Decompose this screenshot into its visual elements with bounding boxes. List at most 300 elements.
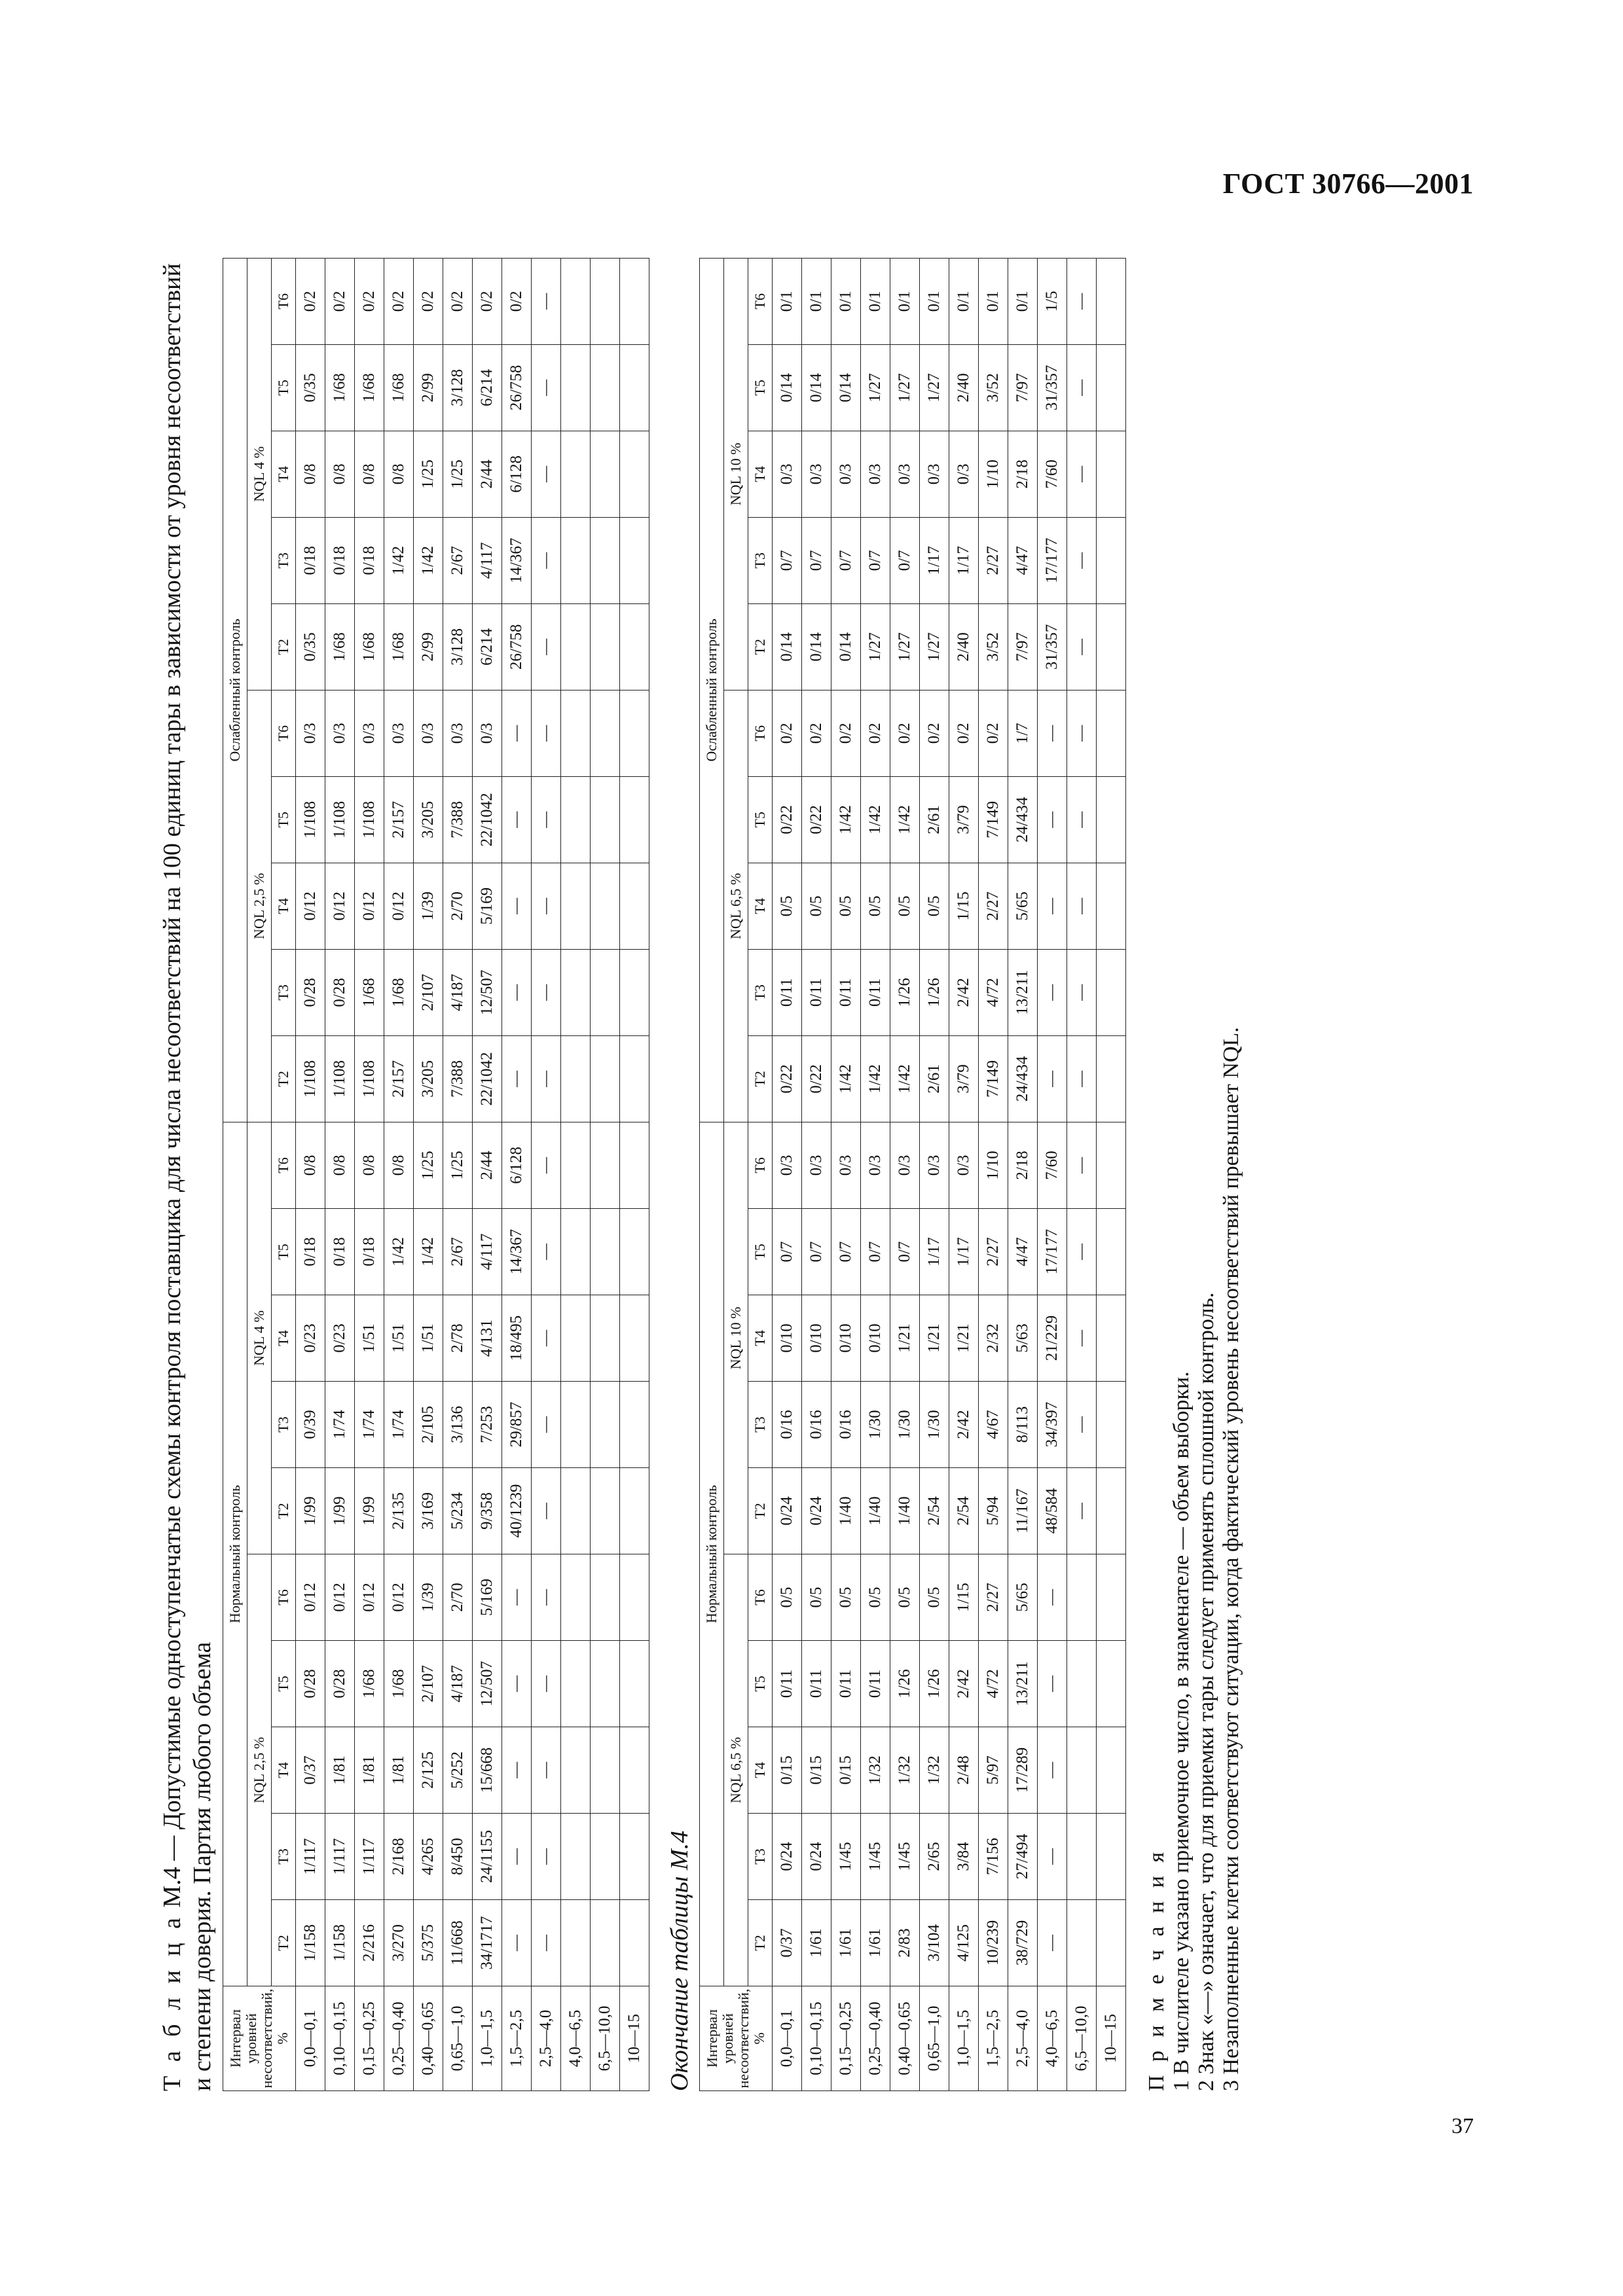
table-cell: 1/61 xyxy=(802,1900,831,1986)
table-cell: 1/25 xyxy=(414,431,443,517)
table-cell: 4/72 xyxy=(979,1641,1008,1727)
table-row xyxy=(802,258,831,2090)
table-cell: 1/10 xyxy=(979,431,1008,517)
table-cell: 0/1 xyxy=(890,258,920,344)
table-cell xyxy=(620,1727,649,1814)
table-cell xyxy=(1097,776,1126,863)
table-cell: — xyxy=(502,1035,532,1122)
table-cell: 2/61 xyxy=(920,776,949,863)
table-cell: 1/117 xyxy=(355,1814,384,1900)
table-cell xyxy=(591,949,620,1035)
nql-header: NQL 6,5 % xyxy=(724,690,748,1122)
table-cell xyxy=(591,431,620,517)
interval-cell: 0,15—0,25 xyxy=(831,1986,861,2091)
table-cell: 1/42 xyxy=(861,1035,890,1122)
table-cell xyxy=(1097,344,1126,431)
table-cell: 2/99 xyxy=(414,603,443,690)
table-cell: 0/3 xyxy=(325,690,355,776)
scheme-col-header: Т5 xyxy=(748,1641,773,1727)
table-cell: 0/11 xyxy=(861,1641,890,1727)
table-cell: 1/68 xyxy=(355,949,384,1035)
table-row xyxy=(949,258,979,2090)
table-cell xyxy=(1097,603,1126,690)
table-cell: — xyxy=(1067,258,1097,344)
table-cell: 0/5 xyxy=(890,1554,920,1641)
table-cell: 0/1 xyxy=(802,258,831,344)
table-cell: 18/495 xyxy=(502,1295,532,1382)
table-cell: 1/108 xyxy=(355,776,384,863)
table-cell: — xyxy=(502,863,532,949)
table-cell: 2/40 xyxy=(949,603,979,690)
table-row xyxy=(384,258,414,2090)
scheme-col-header: Т6 xyxy=(272,258,296,344)
table-cell: 0/10 xyxy=(861,1295,890,1382)
table-cell: 2/99 xyxy=(414,344,443,431)
table-cell: — xyxy=(502,949,532,1035)
table-cell: — xyxy=(1038,690,1067,776)
table-cell: 1/45 xyxy=(831,1814,861,1900)
scheme-col-header: Т5 xyxy=(272,1209,296,1295)
table-cell: 4/117 xyxy=(473,517,502,603)
table-cell: 1/74 xyxy=(355,1382,384,1468)
continuation-caption: Окончание таблицы М.4 xyxy=(666,1831,693,2091)
table-cell: 0/5 xyxy=(831,863,861,949)
table-row xyxy=(1038,258,1067,2090)
scheme-col-header: Т3 xyxy=(272,1814,296,1900)
table-cell xyxy=(591,1641,620,1727)
note-item: 3 Незаполненные клетки соответствуют ситуации, когда фактический уровень несоответствий превышает NQL. xyxy=(1219,1027,1243,2091)
table-cell: 3/52 xyxy=(979,603,1008,690)
table-cell: 0/12 xyxy=(296,863,325,949)
table-cell: 2/18 xyxy=(1008,1122,1038,1208)
table-cell: 1/27 xyxy=(861,344,890,431)
table-cell: 0/7 xyxy=(831,1209,861,1295)
scheme-header-row xyxy=(748,258,773,2090)
table-cell: 8/450 xyxy=(443,1814,473,1900)
table-cell: 0/14 xyxy=(773,344,802,431)
scheme-col-header: Т3 xyxy=(272,1382,296,1468)
table-cell: 1/25 xyxy=(414,1122,443,1208)
table-row xyxy=(561,258,591,2090)
table-cell: 31/357 xyxy=(1038,344,1067,431)
table-cell xyxy=(561,776,591,863)
table-cell: — xyxy=(532,431,561,517)
table-cell xyxy=(620,1209,649,1295)
table-cell: 48/584 xyxy=(1038,1468,1067,1554)
table-cell: 0/24 xyxy=(802,1468,831,1554)
table-cell: 0/22 xyxy=(802,776,831,863)
table-cell: 2/67 xyxy=(443,1209,473,1295)
table-cell: — xyxy=(1067,1295,1097,1382)
table-cell: 1/68 xyxy=(384,344,414,431)
table-cell: 0/3 xyxy=(890,431,920,517)
table-cell: 0/24 xyxy=(773,1468,802,1554)
col-header-interval: Интервал уровней несоответствий, % xyxy=(700,1986,773,2091)
table-cell: 0/8 xyxy=(384,431,414,517)
table-cell: 14/367 xyxy=(502,517,532,603)
table-cell: 0/5 xyxy=(773,1554,802,1641)
table-cell: — xyxy=(532,603,561,690)
interval-cell: 0,0—0,1 xyxy=(296,1986,325,2091)
table-cell: 1/15 xyxy=(949,863,979,949)
table-cell: 1/108 xyxy=(296,1035,325,1122)
table-cell: 0/5 xyxy=(861,863,890,949)
table-cell xyxy=(561,1900,591,1986)
table-cell: 0/2 xyxy=(473,258,502,344)
table-m4 xyxy=(223,258,649,2091)
table-cell: 7/388 xyxy=(443,776,473,863)
scheme-col-header: Т6 xyxy=(748,690,773,776)
scheme-col-header: Т6 xyxy=(748,1122,773,1208)
interval-cell: 1,0—1,5 xyxy=(473,1986,502,2091)
table-cell: 0/3 xyxy=(831,431,861,517)
table-cell: 2/27 xyxy=(979,863,1008,949)
table-cell: 7/388 xyxy=(443,1035,473,1122)
table-cell: 5/234 xyxy=(443,1468,473,1554)
table-cell: 0/12 xyxy=(384,863,414,949)
interval-cell: 0,10—0,15 xyxy=(325,1986,355,2091)
table-cell: 3/169 xyxy=(414,1468,443,1554)
table-cell: 1/61 xyxy=(831,1900,861,1986)
col-header-reduced: Ослабленный контроль xyxy=(223,258,247,1122)
table-cell: 1/27 xyxy=(861,603,890,690)
interval-cell: 10—15 xyxy=(620,1986,649,2091)
table-cell: 7/60 xyxy=(1038,1122,1067,1208)
table-cell xyxy=(620,1554,649,1641)
table-cell: — xyxy=(1067,776,1097,863)
table-cell: 0/2 xyxy=(920,690,949,776)
table-cell: 9/358 xyxy=(473,1468,502,1554)
table-cell: 0/1 xyxy=(861,258,890,344)
nql-header: NQL 10 % xyxy=(724,1122,748,1554)
table-cell: 0/7 xyxy=(773,517,802,603)
table-cell xyxy=(1097,431,1126,517)
table-cell: — xyxy=(1067,1122,1097,1208)
table-cell: 1/25 xyxy=(443,431,473,517)
table-cell: 1/26 xyxy=(920,949,949,1035)
scheme-col-header: Т6 xyxy=(748,1554,773,1641)
notes xyxy=(1144,259,1244,2091)
table-cell xyxy=(591,1122,620,1208)
scheme-col-header: Т4 xyxy=(748,863,773,949)
table-cell: 0/8 xyxy=(325,431,355,517)
table-row xyxy=(773,258,802,2090)
table-cell: 0/18 xyxy=(296,517,325,603)
table-cell: 0/7 xyxy=(890,1209,920,1295)
table-cell: 2/27 xyxy=(979,1554,1008,1641)
table-cell: 26/758 xyxy=(502,603,532,690)
interval-cell: 0,65—1,0 xyxy=(443,1986,473,2091)
table-cell: 0/5 xyxy=(802,863,831,949)
table-cell xyxy=(561,863,591,949)
table-cell: 1/108 xyxy=(325,776,355,863)
table-cell: 0/8 xyxy=(384,1122,414,1208)
table-cell: 2/54 xyxy=(949,1468,979,1554)
table-cell: 1/108 xyxy=(325,1035,355,1122)
table-row xyxy=(831,258,861,2090)
table-cell: 1/32 xyxy=(920,1727,949,1814)
interval-cell: 0,65—1,0 xyxy=(920,1986,949,2091)
table-cell: 0/8 xyxy=(355,1122,384,1208)
table-cell: 1/27 xyxy=(890,603,920,690)
table-cell: — xyxy=(1038,863,1067,949)
table-cell: 2/42 xyxy=(949,1382,979,1468)
table-cell: 1/74 xyxy=(384,1382,414,1468)
table-cell: 0/7 xyxy=(773,1209,802,1295)
table-cell xyxy=(1097,1295,1126,1382)
table-cell: 0/2 xyxy=(384,258,414,344)
table-cell: 4/72 xyxy=(979,949,1008,1035)
table-cell: 1/17 xyxy=(949,1209,979,1295)
table-cell: 0/3 xyxy=(861,431,890,517)
table-cell: 2/157 xyxy=(384,1035,414,1122)
rotated-page-content xyxy=(157,259,1499,2091)
document-header: ГОСТ 30766—2001 xyxy=(1222,168,1474,200)
table-cell: 0/24 xyxy=(802,1814,831,1900)
table-cell xyxy=(561,1122,591,1208)
scheme-col-header: Т2 xyxy=(748,1900,773,1986)
scheme-col-header: Т2 xyxy=(748,603,773,690)
table-cell xyxy=(591,863,620,949)
table-cell: 0/15 xyxy=(831,1727,861,1814)
table-cell xyxy=(561,1641,591,1727)
scheme-col-header: Т3 xyxy=(748,517,773,603)
table-cell: 1/5 xyxy=(1038,258,1067,344)
table-cell: 3/136 xyxy=(443,1382,473,1468)
table-cell: 2/107 xyxy=(414,1641,443,1727)
table-cell: 1/42 xyxy=(831,1035,861,1122)
table-cell xyxy=(620,949,649,1035)
table-cell: 4/187 xyxy=(443,949,473,1035)
table-cell: 0/3 xyxy=(773,431,802,517)
table-cell xyxy=(1067,1900,1097,1986)
table-cell xyxy=(1067,1727,1097,1814)
table-cell xyxy=(620,1468,649,1554)
table-cell xyxy=(561,949,591,1035)
table-cell: 1/21 xyxy=(890,1295,920,1382)
table-cell: 0/2 xyxy=(325,258,355,344)
table-cell xyxy=(591,258,620,344)
table-cell: 0/5 xyxy=(773,863,802,949)
table-cell xyxy=(561,1209,591,1295)
table-cell xyxy=(591,1209,620,1295)
table-cell xyxy=(591,1035,620,1122)
table-row xyxy=(296,258,325,2090)
table-cell: 0/35 xyxy=(296,344,325,431)
table-cell: 1/68 xyxy=(325,344,355,431)
table-cell: 2/107 xyxy=(414,949,443,1035)
table-cell xyxy=(1097,690,1126,776)
table-cell: 5/65 xyxy=(1008,863,1038,949)
table-cell: 22/1042 xyxy=(473,1035,502,1122)
table-cell: 0/23 xyxy=(296,1295,325,1382)
table-cell: 0/7 xyxy=(861,1209,890,1295)
table-cell: 27/494 xyxy=(1008,1814,1038,1900)
table-cell: 1/30 xyxy=(861,1382,890,1468)
table-row xyxy=(325,258,355,2090)
table-row xyxy=(1008,258,1038,2090)
table-cell: 1/68 xyxy=(384,949,414,1035)
table-row xyxy=(890,258,920,2090)
table-row xyxy=(1097,258,1126,2090)
table-cell: 1/68 xyxy=(384,1641,414,1727)
table-body xyxy=(773,258,1126,2090)
table-cell: 1/42 xyxy=(414,1209,443,1295)
table-cell: 3/79 xyxy=(949,776,979,863)
table-cell: 2/105 xyxy=(414,1382,443,1468)
table-cell: 13/211 xyxy=(1008,949,1038,1035)
table-cell: 2/40 xyxy=(949,344,979,431)
table-cell: 17/177 xyxy=(1038,517,1067,603)
table-cell: 7/149 xyxy=(979,776,1008,863)
scheme-col-header: Т6 xyxy=(748,258,773,344)
table-cell: — xyxy=(532,1727,561,1814)
table-cell xyxy=(561,1554,591,1641)
table-cell: 0/11 xyxy=(831,949,861,1035)
table-cell: 1/40 xyxy=(890,1468,920,1554)
table-cell: 0/3 xyxy=(773,1122,802,1208)
table-cell: 0/10 xyxy=(773,1295,802,1382)
table-cell: 0/18 xyxy=(355,517,384,603)
table-cell: 0/12 xyxy=(296,1554,325,1641)
table-cell xyxy=(591,1554,620,1641)
table-cell xyxy=(1067,1814,1097,1900)
table-caption xyxy=(157,259,217,2091)
table-cell: 0/7 xyxy=(831,517,861,603)
table-cell: — xyxy=(532,344,561,431)
table-cell: 10/239 xyxy=(979,1900,1008,1986)
table-cell: 2/216 xyxy=(355,1900,384,1986)
table-cell: 4/265 xyxy=(414,1814,443,1900)
table-cell: 34/1717 xyxy=(473,1900,502,1986)
nql-header: NQL 4 % xyxy=(247,258,272,690)
table-cell: 0/23 xyxy=(325,1295,355,1382)
table-cell xyxy=(561,431,591,517)
scheme-col-header: Т6 xyxy=(272,1122,296,1208)
table-cell: 0/2 xyxy=(443,258,473,344)
table-cell xyxy=(1097,1641,1126,1727)
table-cell: 1/51 xyxy=(355,1295,384,1382)
page-number: 37 xyxy=(1451,2114,1474,2138)
scheme-col-header: Т5 xyxy=(272,344,296,431)
table-cell: — xyxy=(1038,1035,1067,1122)
table-row xyxy=(443,258,473,2090)
col-header-normal: Нормальный контроль xyxy=(700,1122,724,1986)
table-cell: — xyxy=(532,949,561,1035)
table-cell: — xyxy=(1067,431,1097,517)
table-cell: 1/15 xyxy=(949,1554,979,1641)
table-cell: — xyxy=(532,776,561,863)
table-cell: 4/67 xyxy=(979,1382,1008,1468)
table-cell: 1/10 xyxy=(979,1122,1008,1208)
table-cell: 0/1 xyxy=(949,258,979,344)
table-cell xyxy=(620,1641,649,1727)
scheme-col-header: Т6 xyxy=(272,690,296,776)
table-cell: 0/12 xyxy=(325,863,355,949)
table-cell: 0/2 xyxy=(831,690,861,776)
table-cell xyxy=(1097,949,1126,1035)
table-cell: 0/28 xyxy=(325,949,355,1035)
table-cell: 21/229 xyxy=(1038,1295,1067,1382)
table-cell: 3/270 xyxy=(384,1900,414,1986)
table-cell: — xyxy=(1038,1814,1067,1900)
table-row xyxy=(920,258,949,2090)
table-cell: 0/11 xyxy=(773,1641,802,1727)
table-cell: — xyxy=(532,690,561,776)
table-cell xyxy=(561,1295,591,1382)
table-cell: 1/68 xyxy=(325,603,355,690)
table-cell xyxy=(591,1382,620,1468)
table-cell: 1/99 xyxy=(296,1468,325,1554)
table-cell: 0/11 xyxy=(802,949,831,1035)
table-cell: 2/32 xyxy=(979,1295,1008,1382)
table-cell: 0/5 xyxy=(920,1554,949,1641)
table-cell: 2/27 xyxy=(979,1209,1008,1295)
table-cell xyxy=(591,1295,620,1382)
table-cell xyxy=(561,1382,591,1468)
table-cell: 0/1 xyxy=(920,258,949,344)
scheme-col-header: Т4 xyxy=(272,1727,296,1814)
table-cell: 0/5 xyxy=(920,863,949,949)
caption-text: М.4 — Допустимые одноступенчатые схемы контроля поставщика для числа несоответствий на 100 единиц тары в зависимости от уровня несоответствий и степени доверия. Партия любого объема xyxy=(158,263,216,2091)
table-cell: 1/32 xyxy=(890,1727,920,1814)
table-cell: 1/27 xyxy=(890,344,920,431)
table-cell: — xyxy=(532,1900,561,1986)
scheme-col-header: Т5 xyxy=(272,776,296,863)
table-cell: — xyxy=(1038,1900,1067,1986)
table-cell: 0/8 xyxy=(296,431,325,517)
table-cell: — xyxy=(1067,1382,1097,1468)
table-cell: — xyxy=(1067,344,1097,431)
scheme-col-header: Т4 xyxy=(272,1295,296,1382)
table-cell: 0/14 xyxy=(802,603,831,690)
table-cell: 0/14 xyxy=(831,603,861,690)
table-cell: 0/1 xyxy=(1008,258,1038,344)
table-cell: — xyxy=(1067,517,1097,603)
table-cell: 0/5 xyxy=(890,863,920,949)
scheme-col-header: Т4 xyxy=(748,1295,773,1382)
table-cell: 29/857 xyxy=(502,1382,532,1468)
table-cell xyxy=(620,258,649,344)
table-cell: 5/375 xyxy=(414,1900,443,1986)
table-cell: — xyxy=(532,1209,561,1295)
interval-cell: 0,40—0,65 xyxy=(414,1986,443,2091)
table-cell: 0/28 xyxy=(325,1641,355,1727)
table-cell: — xyxy=(532,1122,561,1208)
table-cell: 5/97 xyxy=(979,1727,1008,1814)
interval-cell: 0,10—0,15 xyxy=(802,1986,831,2091)
table-cell: 0/7 xyxy=(802,1209,831,1295)
table-cell: 2/67 xyxy=(443,517,473,603)
scheme-col-header: Т4 xyxy=(748,1727,773,1814)
table-cell: 24/1155 xyxy=(473,1814,502,1900)
table-cell: 0/2 xyxy=(949,690,979,776)
table-cell xyxy=(620,1122,649,1208)
table-row xyxy=(502,258,532,2090)
table-cell: 0/28 xyxy=(296,1641,325,1727)
table-cell: 1/21 xyxy=(920,1295,949,1382)
table-cell xyxy=(561,1727,591,1814)
table-cell: 3/128 xyxy=(443,344,473,431)
table-row xyxy=(861,258,890,2090)
table-cell: 0/2 xyxy=(773,690,802,776)
table-cell: 2/125 xyxy=(414,1727,443,1814)
interval-cell: 4,0—6,5 xyxy=(1038,1986,1067,2091)
table-cell: 1/68 xyxy=(355,603,384,690)
table-cell: 0/11 xyxy=(802,1641,831,1727)
table-cell: 2/70 xyxy=(443,863,473,949)
scheme-col-header: Т2 xyxy=(748,1035,773,1122)
